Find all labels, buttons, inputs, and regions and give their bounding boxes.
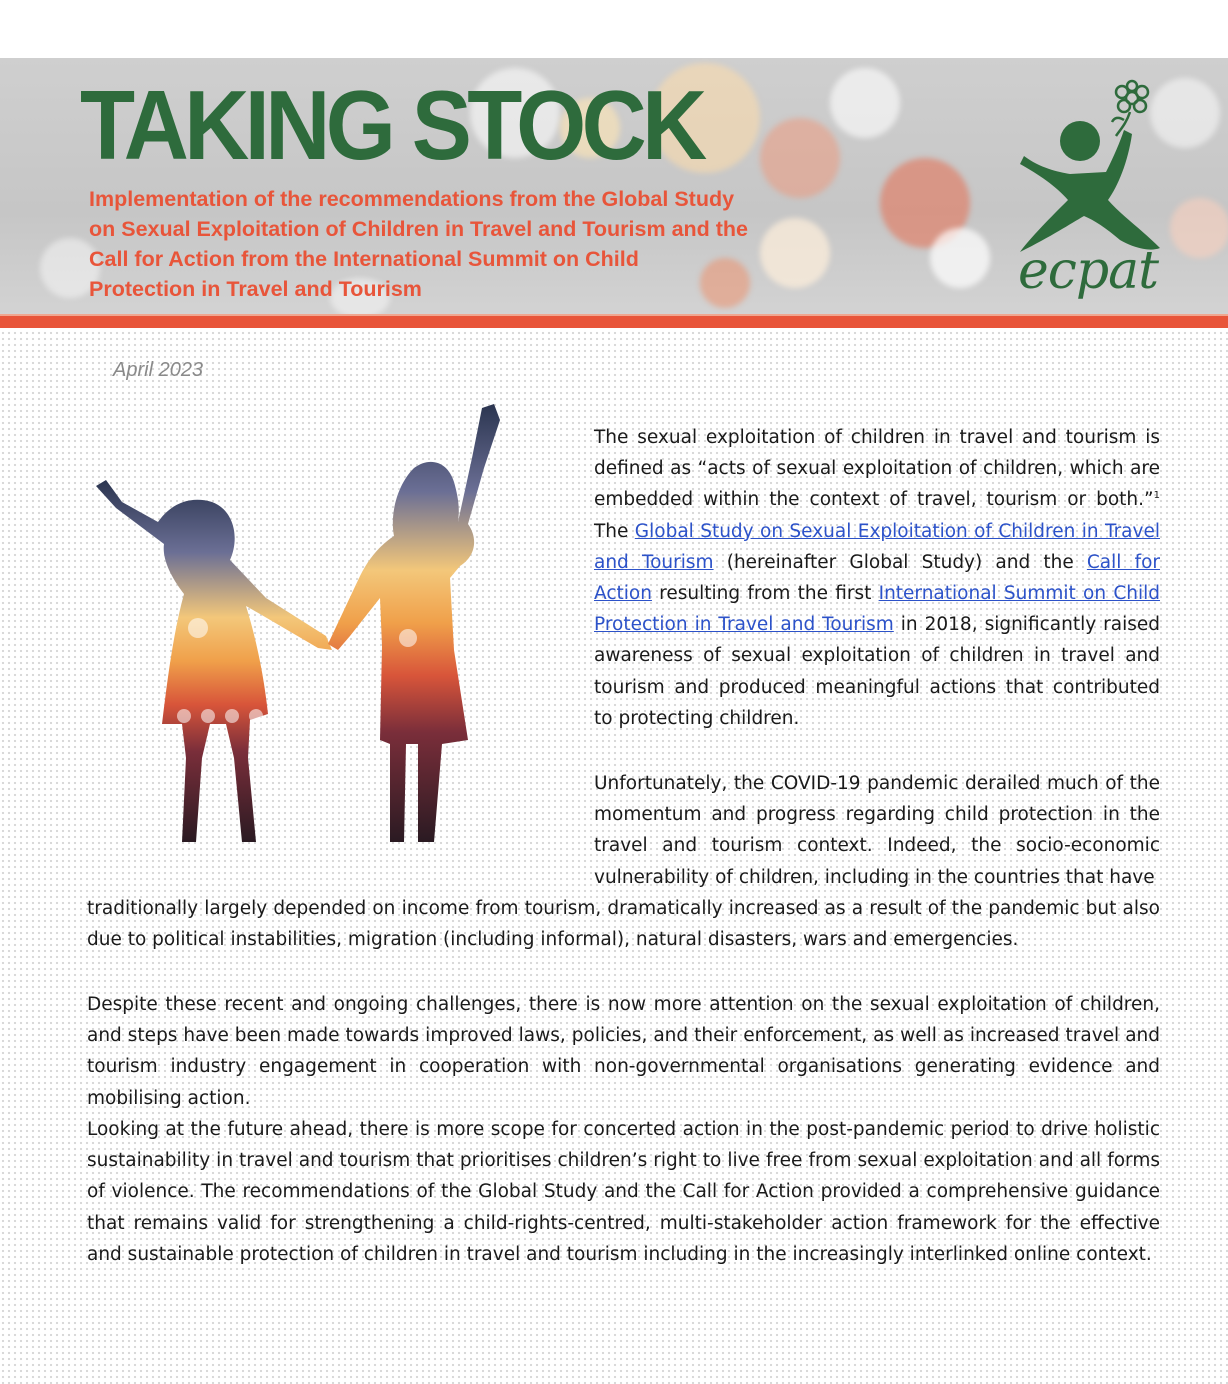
children-silhouette-image (88, 398, 518, 848)
paragraph-text: resulting from the first (651, 583, 879, 605)
covid-paragraph-continued: traditionally largely depended on income from tourism, dramatically increased as a result of the pandemic but also due to political instabilities, migration (including informal), natural disasters, wars and emergencies. (87, 898, 1160, 951)
future-paragraph: Looking at the future ahead, there is more scope for concerted action in the post-pandemic period to drive holistic sustainability in travel and tourism that prioritises children’s right to live free from sexual exploitation and all forms of violence. The recommendations of the Global Study and the Call for Action provided a comprehensive guidance that remains valid for strengthening a child-rights-centred, multi-stakeholder action framework for the effective and sustainable protection of children in travel and tourism including in the increasingly interlinked online context. (87, 1119, 1160, 1265)
bokeh-light (760, 118, 840, 198)
paragraph-text: (hereinafter Global Study) and the (713, 551, 1087, 573)
logo-text: ecpat (1018, 241, 1159, 301)
paragraph-text: The (594, 520, 635, 542)
banner-divider (0, 316, 1228, 328)
bokeh-light (930, 228, 990, 288)
international-summit-link[interactable]: International Summit on Child Protection in Travel and Tourism (594, 583, 1160, 636)
document-subtitle: Implementation of the recommendations from the Global Study on Sexual Exploitation of Children in Travel and Tourism and the Call for Action from the International Summit on Child Protection in Travel and Tourism (89, 187, 749, 301)
footnote-ref[interactable]: 1 (1153, 490, 1160, 502)
bokeh-light (830, 68, 900, 138)
publication-date: April 2023 (113, 359, 204, 381)
call-for-action-link[interactable]: Call for Action (594, 551, 1161, 605)
document-title: TAKING STOCK (80, 70, 703, 180)
intro-paragraph (594, 422, 1160, 734)
paragraph-text: The sexual exploitation of children in travel and tourism is defined as “acts of sexual exploitation of children, which are embedded within the context of travel, tourism or both.” (594, 427, 1160, 511)
bokeh-light (760, 218, 830, 288)
page-top-margin (0, 0, 1228, 59)
paragraph-text: in 2018, significantly raised awareness of sexual exploitation of children in travel and tourism and produced meaningful actions that contributed to protecting children. (594, 614, 1161, 729)
bokeh-light (1170, 198, 1228, 258)
global-study-link[interactable]: Global Study on Sexual Exploitation of Children in Travel and Tourism (594, 520, 1160, 573)
challenges-paragraph: Despite these recent and ongoing challenges, there is now more attention on the sexual exploitation of children, and steps have been made towards improved laws, policies, and their enforcement, as well as increased travel and tourism industry engagement in cooperation with non-governmental organisations generating evidence and mobilising action. (87, 994, 1160, 1109)
figure-icon (1020, 121, 1160, 252)
covid-paragraph: Unfortunately, the COVID-19 pandemic derailed much of the momentum and progress regarding child protection in the travel and tourism context. Indeed, the socio-economic vulnerability of children, including in the countries that have (594, 773, 1160, 888)
flower-icon (1112, 81, 1148, 136)
ecpat-logo (1010, 76, 1170, 306)
